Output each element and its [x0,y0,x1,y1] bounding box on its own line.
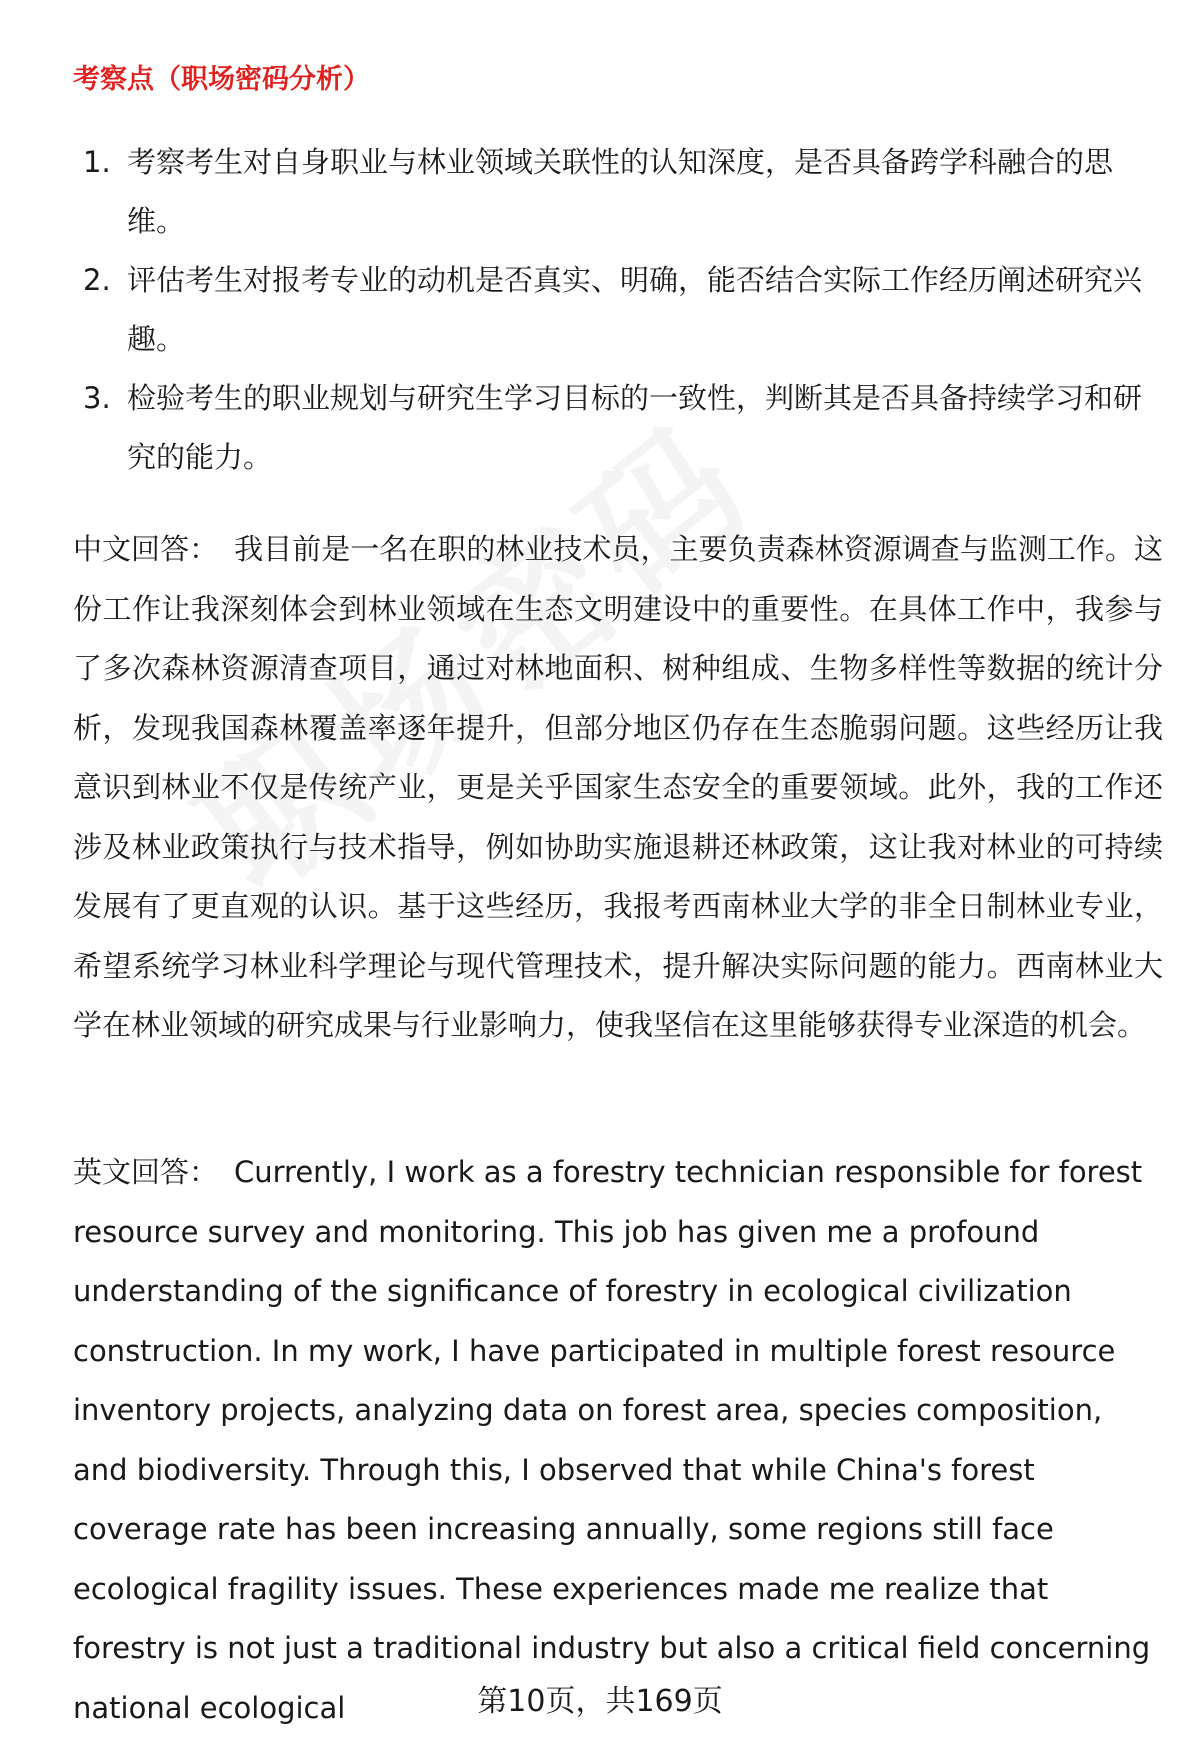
chinese-answer-label: 中文回答： [73,532,219,566]
point-number: 1. [83,145,111,179]
assessment-points-list [73,133,1153,487]
chinese-answer-text: 我目前是一名在职的林业技术员，主要负责森林资源调查与监测工作。这份工作让我深刻体会到林业领域在生态文明建设中的重要性。在具体工作中，我参与了多次森林资源清查项目，通过对林地面积、树种组成、生物多样性等数据的统计分析，发现我国森林覆盖率逐年提升，但部分地区仍存在生态脆弱问题。这些经历让我意识到林业不仅是传统产业，更是关乎国家生态安全的重要领域。此外，我的工作还涉及林业政策执行与技术指导，例如协助实施退耕还林政策，这让我对林业的可持续发展有了更直观的认识。基于这些经历，我报考西南林业大学的非全日制林业专业，希望系统学习林业科学理论与现代管理技术，提升解决实际问题的能力。西南林业大学在林业领域的研究成果与行业影响力，使我坚信在这里能够获得专业深造的机会。 [73,532,1163,1042]
point-text: 考察考生对自身职业与林业领域关联性的认知深度，是否具备跨学科融合的思维。 [127,145,1114,238]
assessment-point [73,133,1153,251]
english-answer-label: 英文回答： [73,1155,219,1189]
section-title: 考察点（职场密码分析） [73,64,370,95]
assessment-point [73,369,1153,487]
point-text: 评估考生对报考专业的动机是否真实、明确，能否结合实际工作经历阐述研究兴趣。 [127,263,1143,356]
point-text: 检验考生的职业规划与研究生学习目标的一致性，判断其是否具备持续学习和研究的能力。 [127,381,1143,474]
page-number-footer: 第10页，共169页 [477,1684,723,1719]
english-answer-text: Currently, I work as a forestry technician responsible for forest resource survey and monitoring. This job has given me a profound understanding of the significance of forestry in ecological civilization construction. In my work, I have participated in multiple forest resource inventory projects, analyzing data on forest area, species composition, and biodiversity. Through this, I observed that while China's forest coverage rate has been increasing annually, some regions still face ecological fragility issues. These experiences made me realize that forestry is not just a traditional industry but also a critical field concerning national ecological [73,1155,1151,1725]
point-number: 3. [83,381,111,415]
chinese-answer-paragraph [73,520,1163,1056]
english-answer-paragraph [73,1143,1163,1738]
point-number: 2. [83,263,111,297]
assessment-point [73,251,1153,369]
